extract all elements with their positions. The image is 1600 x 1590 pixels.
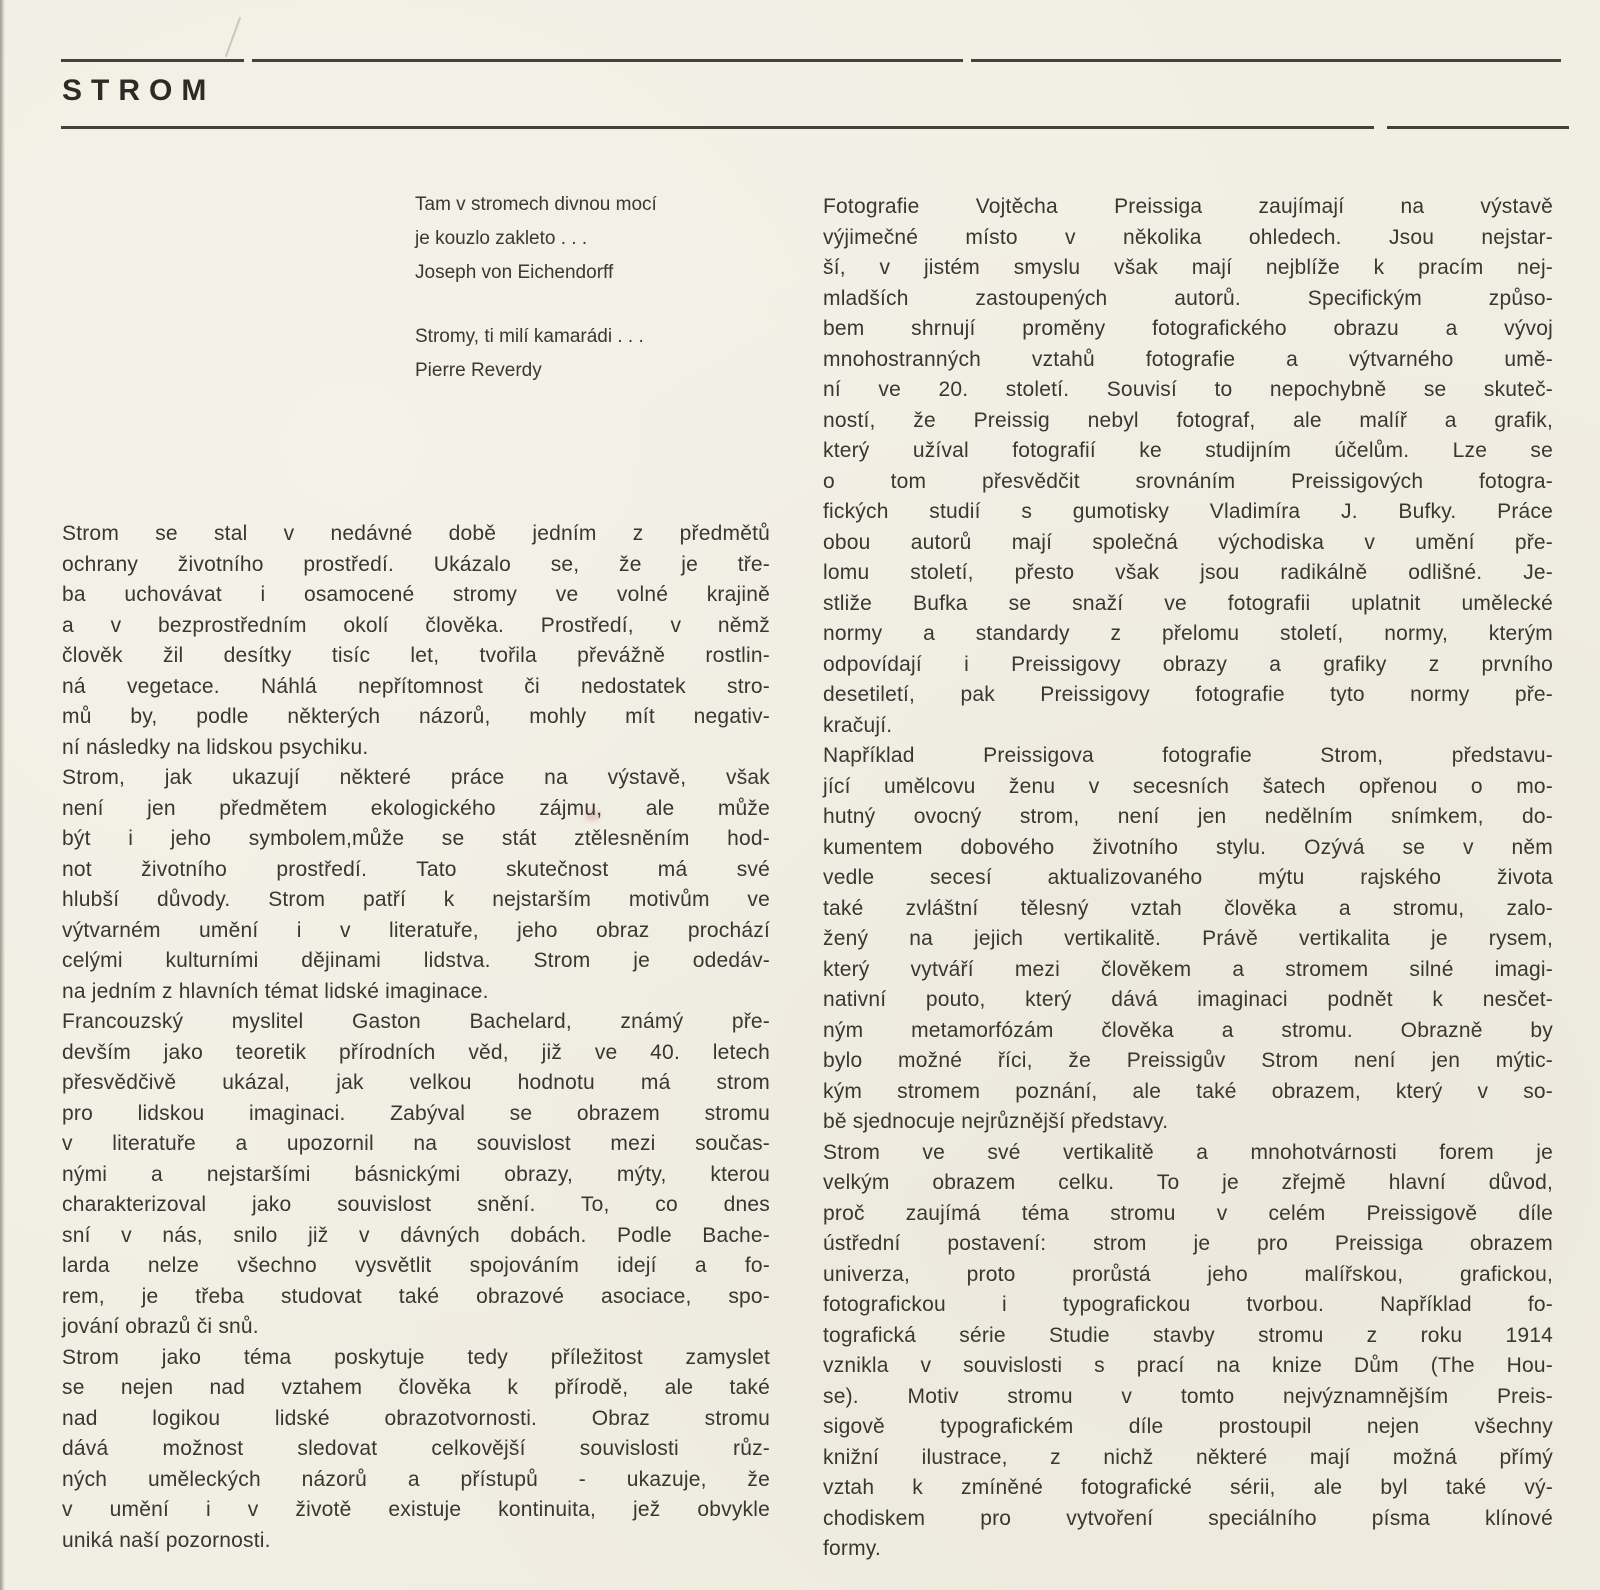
text-line: proč zaujímá téma stromu v celém Preissigově díle (823, 1201, 1553, 1225)
page-edge-shadow (0, 0, 5, 1590)
text-line: uniká naší pozornosti. (62, 1528, 271, 1552)
text-line: jování obrazů či snů. (62, 1315, 259, 1338)
text-line: normy a standardy z přelomu století, normy, kterým (823, 622, 1553, 645)
text-line: ochrany životního prostředí. Ukázalo se, že je tře- (62, 552, 770, 576)
epigraph-line: Stromy, ti milí kamarádi . . . (415, 326, 644, 347)
epigraph-author: Joseph von Eichendorff (415, 262, 614, 283)
text-line: univerza, proto prorůstá jeho malířskou, grafickou, (823, 1262, 1553, 1286)
text-line: ní ve 20. století. Souvisí to nepochybně se skuteč- (823, 378, 1553, 401)
text-line: který vytváří mezi člověkem a stromem silné imagi- (823, 957, 1553, 981)
text-line: larda nelze všechno vysvětlit spojováním idejí a fo- (62, 1254, 770, 1277)
text-line: ústřední postavení: strom je pro Preissiga obrazem (823, 1232, 1553, 1255)
text-line: Francouzský myslitel Gaston Bachelard, známý pře- (62, 1010, 770, 1033)
text-line: výtvarném umění i v literatuře, jeho obraz prochází (62, 918, 770, 942)
text-line: ní následky na lidskou psychiku. (62, 735, 369, 759)
epigraph-author: Pierre Reverdy (415, 360, 542, 381)
epigraph-block (415, 188, 775, 418)
text-line: který užíval fotografií ke studijním účelům. Lze se (823, 439, 1553, 462)
text-line: hutný ovocný strom, není jen nedělním snímkem, do- (823, 805, 1553, 828)
text-line: celými kulturními dějinami lidstva. Strom je odedáv- (62, 949, 770, 972)
text-line: nými a nejstaršími básnickými obrazy, mýty, kterou (62, 1162, 770, 1186)
text-line: obou autorů mají společná východiska v umění pře- (823, 530, 1553, 554)
text-line: výjimečné místo v několika ohledech. Jsou nejstar- (823, 225, 1553, 249)
text-line: mnohostranných vztahů fotografie a výtvarného umě- (823, 347, 1553, 371)
epigraph-line: je kouzlo zakleto . . . (415, 228, 588, 249)
text-line: formy. (823, 1537, 881, 1560)
text-line: a v bezprostředním okolí člověka. Prostředí, v němž (62, 613, 770, 637)
text-line: stliže Bufka se snaží ve fotografii uplatnit umělecké (823, 591, 1553, 615)
text-line: pro lidskou imaginaci. Zabýval se obrazem stromu (62, 1101, 770, 1125)
text-line: desetiletí, pak Preissigovy fotografie tyto normy pře- (823, 683, 1553, 706)
text-line: bě sjednocuje nejrůznější představy. (823, 1110, 1169, 1133)
text-line: fotografickou i typografickou tvorbou. Například fo- (823, 1293, 1553, 1316)
header-rule-bottom (61, 126, 1374, 129)
text-line: dává možnost sledovat celkovější souvislosti růz- (62, 1437, 770, 1460)
text-line: chodiskem pro vytvoření speciálního písma klínové (823, 1506, 1553, 1530)
text-line: knižní ilustrace, z nichž některé mají možná přímý (823, 1445, 1553, 1469)
text-line: lomu století, přesto však jsou radikálně odlišné. Je- (823, 561, 1553, 584)
text-line: se). Motiv stromu v tomto nejvýznamnějším Preis- (823, 1384, 1553, 1408)
text-line: ná vegetace. Náhlá nepřítomnost či nedostatek stro- (62, 674, 770, 698)
text-line: kumentem dobového životního stylu. Ozývá se v něm (823, 835, 1553, 859)
right-text-column (823, 192, 1553, 1565)
page-title: STROM (62, 74, 216, 107)
text-line: nativní pouto, který dává imaginaci podnět k nesčet- (823, 988, 1553, 1011)
text-line: Strom ve své vertikalitě a mnohotvárnosti forem je (823, 1140, 1553, 1164)
epigraph-line: Tam v stromech divnou mocí (415, 194, 657, 215)
header-rule-top (252, 59, 963, 62)
text-line: vztah k zmíněné fotografické sérii, ale byl také vý- (823, 1476, 1553, 1499)
text-line: ší, v jistém smyslu však mají nejblíže k pracím nej- (823, 256, 1553, 279)
text-line: Například Preissigova fotografie Strom, představu- (823, 744, 1553, 767)
text-line: jící umělcovu ženu v secesních šatech opřenou o mo- (823, 774, 1553, 798)
text-line: velkým obrazem celku. To je zřejmě hlavní důvod, (823, 1171, 1553, 1194)
text-line: v literatuře a upozornil na souvislost mezi součas- (62, 1132, 770, 1155)
text-line: v umění i v životě existuje kontinuita, jež obvykle (62, 1498, 770, 1521)
text-line: sní v nás, snilo již v dávných dobách. Podle Bache- (62, 1223, 770, 1247)
text-line: na jedním z hlavních témat lidské imaginace. (62, 979, 489, 1003)
epigraph-group (415, 320, 775, 388)
text-line: not životního prostředí. Tato skutečnost má své (62, 857, 770, 881)
text-line: Strom, jak ukazují některé práce na výstavě, však (62, 766, 770, 789)
text-line: kým stromem poznání, ale také obrazem, který v so- (823, 1079, 1553, 1103)
text-line: mů by, podle některých názorů, mohly mít negativ- (62, 705, 770, 728)
header-rule-bottom (1387, 126, 1569, 129)
epigraph-group (415, 188, 775, 290)
text-line: člověk žil desítky tisíc let, tvořila převážně rostlin- (62, 644, 770, 667)
text-line: sigově typografickém díle prostoupil nejen všechny (823, 1415, 1553, 1438)
text-line: odpovídají i Preissigovy obrazy a grafiky z prvního (823, 652, 1553, 676)
text-line: rem, je třeba studovat také obrazové asociace, spo- (62, 1284, 770, 1308)
header-rule-top (971, 59, 1561, 62)
text-line: žený na jejich vertikalitě. Právě vertikalita je rysem, (823, 927, 1553, 950)
text-line: není jen předmětem ekologického zájmu, ale může (62, 796, 770, 820)
text-line: ba uchovávat i osamocené stromy ve volné krajině (62, 583, 770, 606)
left-text-column (62, 519, 770, 1556)
text-line: vedle secesí aktualizovaného mýtu rajského života (823, 866, 1553, 889)
text-line: tografická série Studie stavby stromu z roku 1914 (823, 1323, 1553, 1347)
text-line: o tom přesvědčit srovnáním Preissigových fotogra- (823, 469, 1553, 493)
text-line: mladších zastoupených autorů. Specifickým způso- (823, 286, 1553, 310)
text-line: ným metamorfózám člověka a stromu. Obrazně by (823, 1018, 1553, 1042)
paper-scratch (225, 17, 241, 57)
text-line: bem shrnují proměny fotografického obrazu a vývoj (823, 317, 1553, 340)
text-line: hlubší důvody. Strom patří k nejstarším motivům ve (62, 888, 770, 911)
text-line: Fotografie Vojtěcha Preissiga zaujímají na výstavě (823, 195, 1553, 218)
text-line: Strom jako téma poskytuje tedy příležitost zamyslet (62, 1345, 770, 1369)
text-line: fických studií s gumotisky Vladimíra J. Bufky. Práce (823, 500, 1553, 523)
text-line: charakterizoval jako souvislost snění. To, co dnes (62, 1193, 770, 1216)
text-line: bylo možné říci, že Preissigův Strom není jen mýtic- (823, 1049, 1553, 1072)
text-line: kračují. (823, 713, 893, 737)
text-line: ností, že Preissig nebyl fotograf, ale malíř a grafik, (823, 408, 1553, 432)
text-line: Strom se stal v nedávné době jedním z předmětů (62, 522, 770, 545)
text-line: také zvláštní tělesný vztah člověka a stromu, zalo- (823, 896, 1553, 920)
text-line: ných uměleckých názorů a přístupů - ukazuje, že (62, 1467, 770, 1491)
text-line: přesvědčivě ukázal, jak velkou hodnotu má strom (62, 1071, 770, 1094)
text-line: se nejen nad vztahem člověka k přírodě, ale také (62, 1376, 770, 1399)
text-line: devším jako teoretik přírodních věd, již ve 40. letech (62, 1040, 770, 1064)
text-line: nad logikou lidské obrazotvornosti. Obraz stromu (62, 1406, 770, 1430)
text-line: vznikla v souvislosti s prací na knize Dům (The Hou- (823, 1354, 1553, 1377)
text-line: být i jeho symbolem,může se stát ztělesněním hod- (62, 827, 770, 850)
header-rule-top (61, 59, 244, 62)
